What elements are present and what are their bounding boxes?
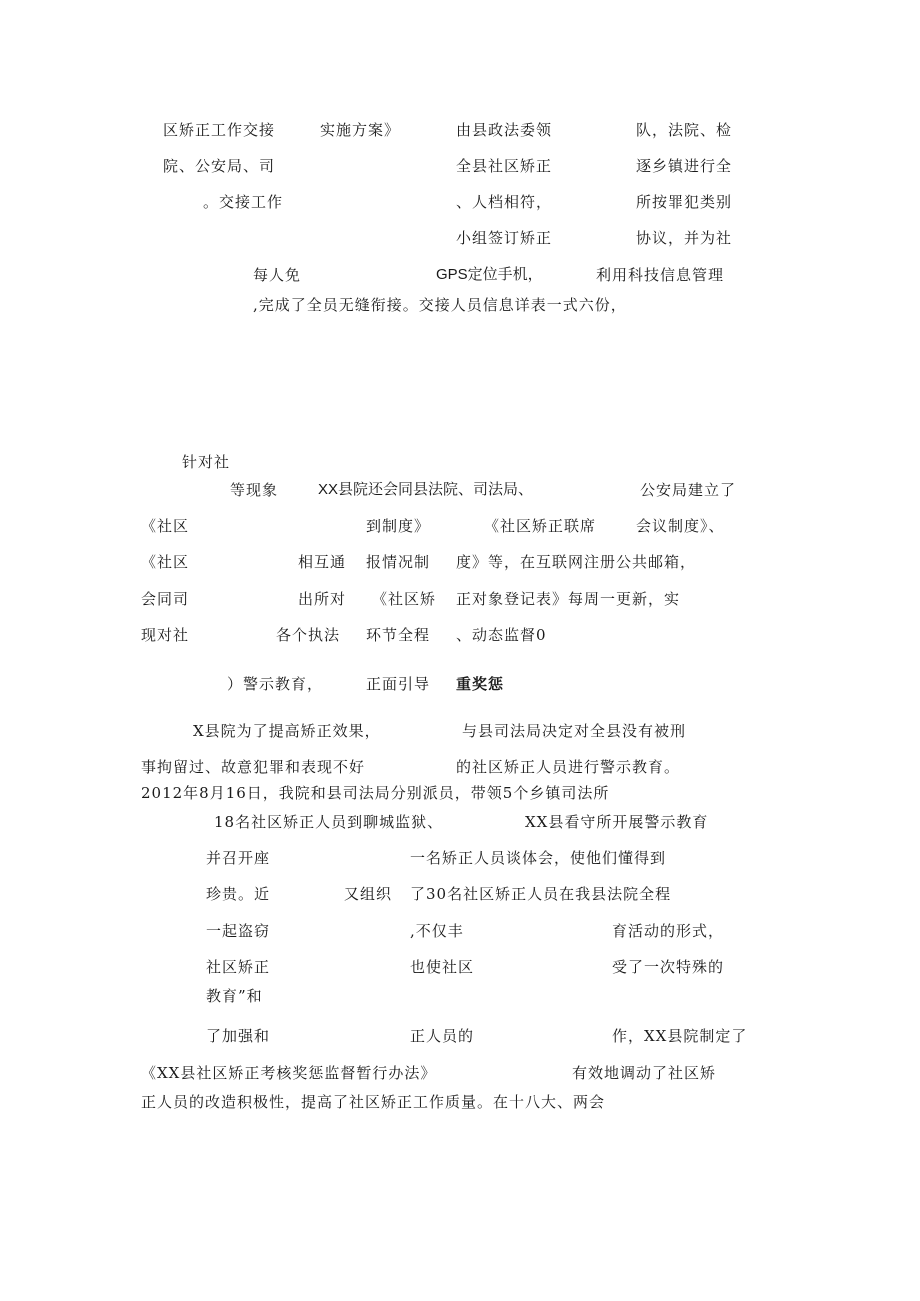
text-fragment: 教育”和 — [206, 987, 263, 1005]
text-fragment: 一名矫正人员谈体会，使他们懂得到 — [410, 849, 667, 867]
text-fragment: 《社区矫正联席 — [484, 517, 597, 535]
text-fragment: 全县社区矫正 — [456, 157, 553, 175]
text-fragment: 作，XX县院制定了 — [612, 1027, 748, 1045]
text-fragment: 珍贵。近 — [206, 885, 271, 903]
text-fragment: 《社区矫 — [372, 590, 437, 608]
text-fragment: 。交接工作 — [203, 193, 284, 211]
text-fragment: 度》等，在互联网注册公共邮箱， — [456, 553, 697, 571]
text-fragment: 环节全程 — [366, 626, 431, 644]
text-fragment: 针对社 — [182, 453, 231, 471]
text-fragment: 由县政法委领 — [456, 121, 553, 139]
text-fragment: 、人档相符， — [456, 193, 553, 211]
text-fragment: 报情况制 — [366, 553, 431, 571]
text-fragment: 受了一次特殊的 — [612, 958, 725, 976]
text-fragment: 有效地调动了社区矫 — [572, 1064, 717, 1082]
text-fragment: 小组签订矫正 — [456, 229, 553, 247]
text-fragment: 正对象登记表》每周一更新，实 — [456, 590, 681, 608]
text-fragment: 并召开座 — [206, 849, 271, 867]
text-fragment: 《社区 — [141, 553, 190, 571]
text-fragment: 正面引导 — [366, 675, 431, 693]
text-fragment: X县院为了提高矫正效果， — [193, 722, 381, 740]
text-fragment: 了30名社区矫正人员在我县法院全程 — [410, 885, 672, 903]
text-fragment: 各个执法 — [276, 626, 341, 644]
text-fragment: 了加强和 — [206, 1027, 271, 1045]
text-fragment: XX县院还会同县法院、司法局、 — [318, 481, 534, 498]
text-fragment: 也使社区 — [410, 958, 475, 976]
text-fragment: 2012年8月16日，我院和县司法局分别派员，带领5个乡镇司法所 — [141, 784, 610, 802]
text-fragment: 协议，并为社 — [636, 229, 733, 247]
text-fragment: 正人员的改造积极性，提高了社区矫正工作质量。在十八大、两会 — [141, 1093, 606, 1111]
text-fragment: 会议制度》、 — [636, 517, 725, 535]
text-fragment: 育活动的形式， — [612, 922, 725, 940]
text-fragment: 会同司 — [141, 590, 190, 608]
text-fragment: 出所对 — [298, 590, 347, 608]
text-fragment: 等现象 — [230, 481, 279, 499]
text-fragment: 事拘留过、故意犯罪和表现不好 — [141, 758, 366, 776]
text-fragment: GPS定位手机， — [436, 266, 543, 283]
text-fragment: 逐乡镇进行全 — [636, 157, 733, 175]
text-fragment: 相互通 — [298, 553, 347, 571]
text-fragment: 院、公安局、司 — [163, 157, 276, 175]
text-fragment: ,完成了全员无缝衔接。交接人员信息详表一式六份， — [253, 296, 627, 314]
text-fragment: ）警示教育， — [227, 675, 324, 693]
text-fragment: 社区矫正 — [206, 958, 271, 976]
text-fragment: XX县看守所开展警示教育 — [525, 813, 709, 831]
text-fragment: 又组织 — [344, 885, 393, 903]
text-fragment: 每人免 — [253, 266, 302, 284]
text-fragment: 一起盗窃 — [206, 922, 271, 940]
text-fragment: 利用科技信息管理 — [596, 266, 725, 284]
text-fragment: 公安局建立了 — [640, 481, 737, 499]
text-fragment: 实施方案》 — [320, 121, 401, 139]
text-fragment: 、动态监督0 — [456, 626, 547, 644]
text-fragment: 与县司法局决定对全县没有被刑 — [462, 722, 687, 740]
text-fragment: 18名社区矫正人员到聊城监狱、 — [214, 813, 444, 831]
text-fragment: ,不仅丰 — [410, 922, 464, 940]
text-fragment: 到制度》 — [366, 517, 431, 535]
text-fragment: 区矫正工作交接 — [163, 121, 276, 139]
text-fragment: 队，法院、检 — [636, 121, 733, 139]
text-fragment: 《社区 — [141, 517, 190, 535]
text-fragment: 的社区矫正人员进行警示教育。 — [456, 758, 681, 776]
text-fragment: 重奖惩 — [456, 675, 505, 693]
text-fragment: 现对社 — [141, 626, 190, 644]
text-fragment: 《XX县社区矫正考核奖惩监督暂行办法》 — [141, 1064, 437, 1082]
text-fragment: 正人员的 — [410, 1027, 475, 1045]
text-fragment: 所按罪犯类别 — [636, 193, 733, 211]
